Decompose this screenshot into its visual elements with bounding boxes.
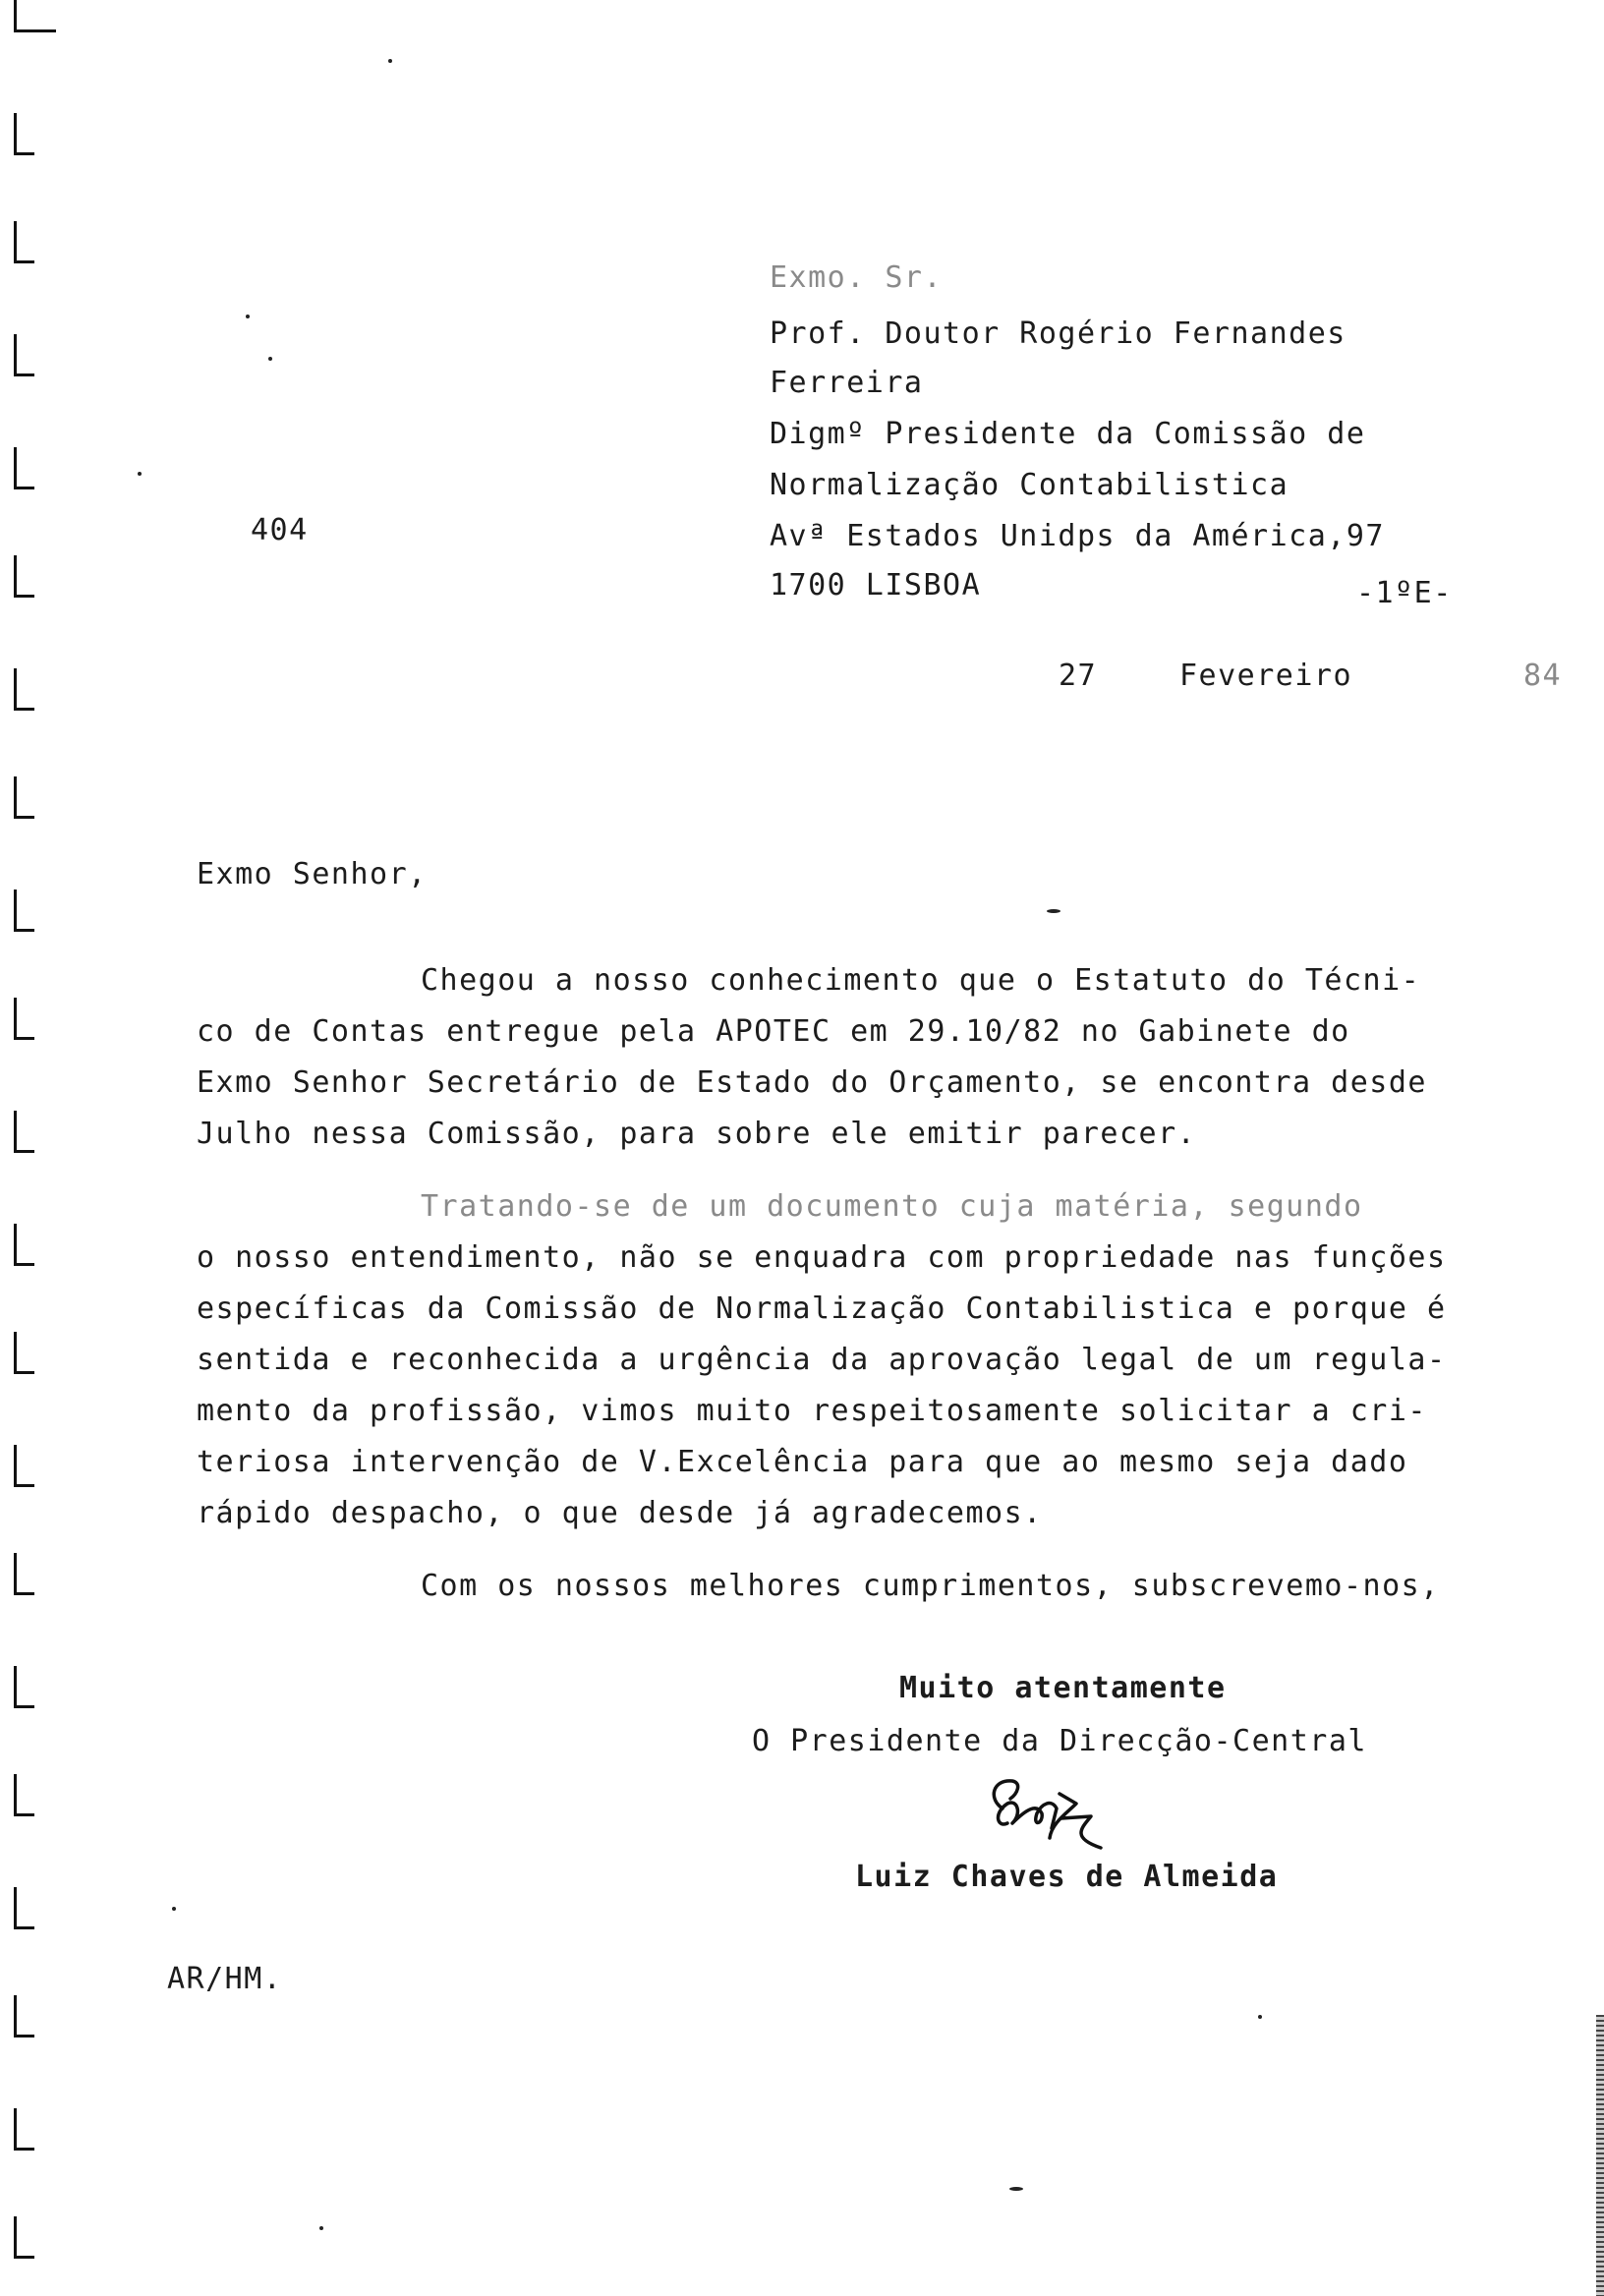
body-line: Exmo Senhor Secretário de Estado do Orçamento, se encontra desde	[197, 1065, 1427, 1100]
scan-speck	[138, 472, 142, 476]
binder-mark	[14, 334, 34, 376]
binder-mark	[14, 1445, 34, 1487]
scan-speck	[268, 357, 272, 361]
body-line: teriosa intervenção de V.Excelência para que ao mesmo seja dado	[197, 1445, 1408, 1479]
body-line: o nosso entendimento, não se enquadra com propriedade nas funções	[197, 1240, 1447, 1275]
body-line: Chegou a nosso conhecimento que o Estatuto do Técni-	[421, 963, 1421, 998]
binder-mark	[14, 2108, 34, 2151]
binder-mark	[14, 1774, 34, 1816]
date-day: 27	[1059, 659, 1098, 693]
binder-mark	[14, 447, 34, 489]
binder-mark	[14, 776, 34, 819]
page-edge-shadow	[1596, 2015, 1604, 2296]
reference-number: 404	[251, 513, 309, 547]
date-month: Fevereiro	[1179, 659, 1353, 693]
binder-mark	[14, 113, 34, 155]
greeting: Exmo Senhor,	[197, 857, 428, 891]
scan-speck	[1258, 2015, 1262, 2019]
binder-mark	[14, 221, 34, 263]
recipient-title-line2: Normalização Contabilistica	[770, 468, 1289, 502]
body-line: Tratando-se de um documento cuja matéria, segundo	[421, 1189, 1363, 1224]
body-line: Julho nessa Comissão, para sobre ele emitir parecer.	[197, 1117, 1197, 1151]
binder-mark	[14, 1111, 34, 1153]
typist-initials: AR/HM.	[167, 1962, 283, 1996]
sign-off: Muito atentamente	[899, 1671, 1227, 1705]
date-year: 84	[1523, 659, 1563, 693]
binder-mark	[14, 890, 34, 932]
scan-speck	[319, 2226, 323, 2230]
body-line: co de Contas entregue pela APOTEC em 29.10/82 no Gabinete do	[197, 1014, 1350, 1049]
recipient-salutation: Exmo. Sr.	[770, 260, 944, 295]
binder-mark	[14, 0, 56, 32]
recipient-title-line1: Digmº Presidente da Comissão de	[770, 417, 1366, 451]
recipient-floor: -1ºE-	[1356, 576, 1453, 610]
recipient-name-line1: Prof. Doutor Rogério Fernandes	[770, 316, 1346, 351]
binder-mark	[14, 1224, 34, 1266]
signer-name: Luiz Chaves de Almeida	[855, 1860, 1279, 1894]
binder-mark	[14, 1887, 34, 1929]
scan-speck	[388, 59, 392, 63]
body-line: rápido despacho, o que desde já agradecemos.	[197, 1496, 1043, 1530]
scan-speck	[1047, 909, 1060, 913]
body-line: específicas da Comissão de Normalização Contabilistica e porque é	[197, 1292, 1447, 1326]
binder-mark	[14, 555, 34, 598]
scan-speck	[1009, 2187, 1023, 2191]
binder-mark	[14, 998, 34, 1040]
recipient-address: Avª Estados Unidps da América,97	[770, 519, 1385, 553]
binder-mark	[14, 1995, 34, 2038]
binder-mark	[14, 1332, 34, 1374]
binder-mark	[14, 1666, 34, 1708]
body-line: mento da profissão, vimos muito respeitosamente solicitar a cri-	[197, 1394, 1427, 1428]
scan-speck	[172, 1907, 176, 1911]
recipient-city: 1700 LISBOA	[770, 568, 982, 603]
handwritten-signature	[983, 1769, 1111, 1858]
binder-mark	[14, 2216, 34, 2259]
binder-marks	[0, 0, 59, 2296]
binder-mark	[14, 668, 34, 711]
body-line: sentida e reconhecida a urgência da aprovação legal de um regula-	[197, 1343, 1447, 1377]
closing-line: Com os nossos melhores cumprimentos, subscrevemo-nos,	[421, 1569, 1440, 1603]
recipient-name-line2: Ferreira	[770, 366, 924, 400]
signer-role: O Presidente da Direcção-Central	[752, 1724, 1367, 1758]
scan-speck	[246, 315, 250, 318]
binder-mark	[14, 1553, 34, 1595]
